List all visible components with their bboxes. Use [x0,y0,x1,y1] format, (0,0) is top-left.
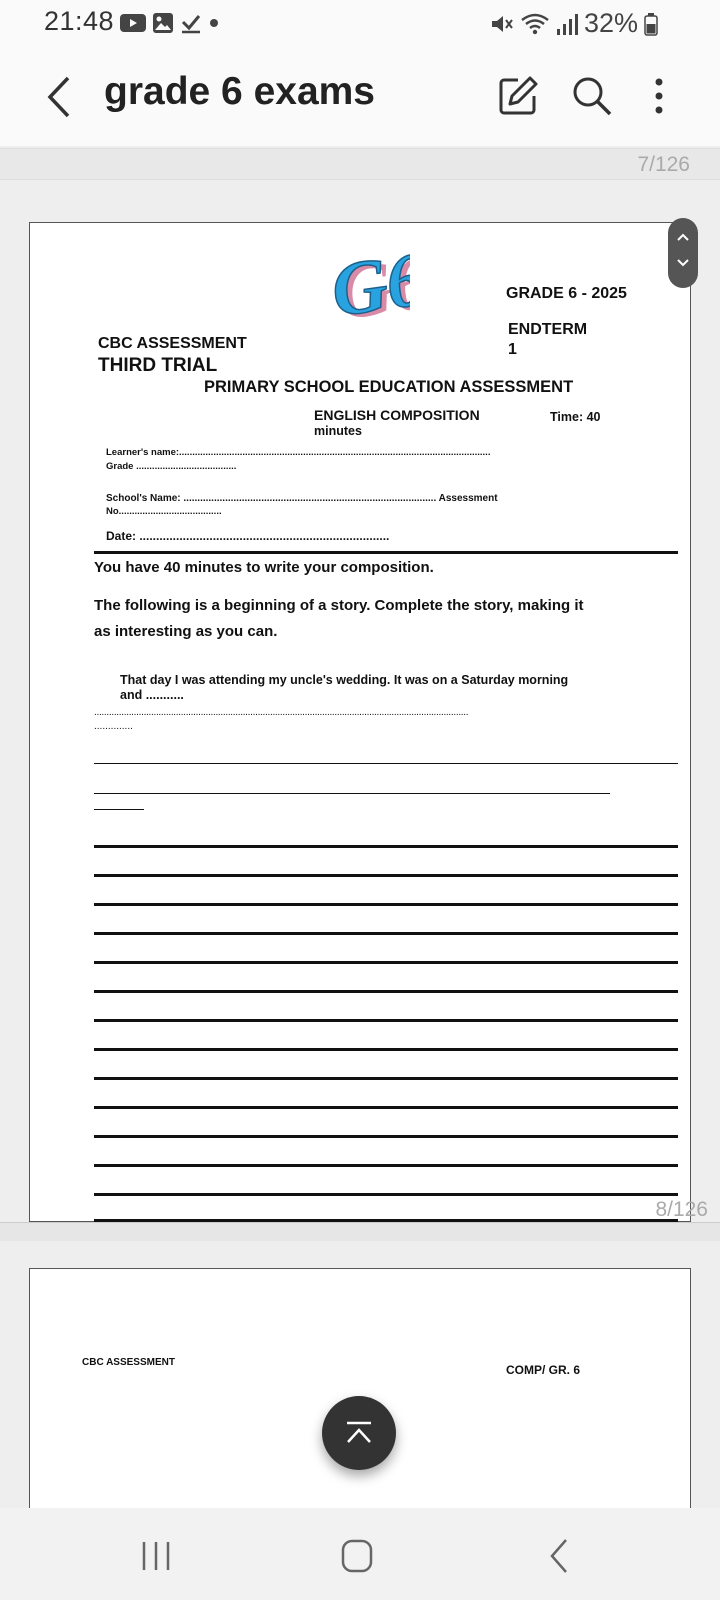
header-divider [94,551,678,554]
instruction-story-1: The following is a beginning of a story. Complete the story, making it [94,597,584,614]
school-name-field: School's Name: ........................................................................................... Assessment [106,493,498,504]
third-trial: THIRD TRIAL [98,355,218,376]
dot-icon [208,17,220,29]
back-icon [40,72,80,122]
youtube-icon [120,13,146,33]
edit-icon [496,74,540,118]
recent-apps-icon [126,1534,186,1578]
subject-cont: minutes [314,424,362,438]
cbc-assessment-p2: CBC ASSESSMENT [82,1357,175,1368]
school-assessment-title: PRIMARY SCHOOL EDUCATION ASSESSMENT [204,378,574,396]
answer-line [94,1019,678,1022]
gallery-icon [152,12,174,34]
back-nav-icon [530,1534,590,1578]
answer-line [94,1135,678,1138]
answer-line [94,1106,678,1109]
navigation-bar [0,1508,720,1600]
comp-grade: COMP/ GR. 6 [506,1363,581,1377]
date-field: Date: ........................................................................... [106,529,390,543]
system-icons [490,8,658,39]
mute-icon [490,12,514,36]
answer-line [94,763,678,764]
dots-line-1: ....................................................................................................................................................... [94,707,469,718]
notification-icons [120,12,220,34]
app-title: grade 6 exams [104,70,376,113]
answer-line [94,845,678,848]
answer-line [94,1048,678,1051]
back-nav-button[interactable] [530,1534,590,1578]
assessment-no-field: No....................................... [106,506,222,517]
document-page[interactable] [29,222,691,1222]
document-page-next[interactable] [29,1268,691,1508]
page-indicator: 7/126 [637,153,690,176]
answer-line [94,809,144,810]
search-button[interactable] [570,74,614,118]
answer-line [94,1077,678,1080]
answer-line [94,903,678,906]
chevron-down-icon [676,258,690,268]
check-icon [180,12,202,34]
subject-title: ENGLISH COMPOSITION [314,407,480,423]
story-start-1: That day I was attending my uncle's wedding. It was on a Saturday morning [120,673,569,687]
learner-name-field: Learner's name:...................................................................................................................... [106,447,491,458]
recent-apps-button[interactable] [126,1534,186,1578]
wifi-icon [520,12,550,36]
battery-icon [644,12,658,36]
dots-line-2: .............. [94,721,133,732]
time-allowed: Time: 40 [550,410,601,424]
page-gap [0,1222,720,1241]
scroll-to-top-button[interactable] [322,1396,396,1470]
more-icon [644,74,674,118]
endterm: ENDTERM [508,321,588,338]
answer-line [94,961,678,964]
instruction-story-2: as interesting as you can. [94,623,278,640]
current-page-indicator: 8/126 [655,1198,708,1221]
endterm-number: 1 [508,341,517,358]
grade-year: GRADE 6 - 2025 [506,285,627,302]
answer-line [94,1164,678,1167]
scroll-top-icon [344,1418,374,1448]
status-time: 21:48 [44,6,115,36]
svg-text:G6: G6 [332,240,410,327]
edit-button[interactable] [496,74,540,118]
answer-line [94,990,678,993]
status-bar [0,0,720,48]
grade-field: Grade ...................................... [106,461,237,472]
back-button[interactable] [40,72,80,122]
signal-icon [556,12,578,36]
g6-logo [330,229,410,332]
previous-page-edge [0,148,720,180]
cbc-assessment: CBC ASSESSMENT [98,335,247,352]
battery-percent: 32% [583,8,638,38]
home-button[interactable] [327,1534,387,1578]
story-start-2: and ........... [120,688,184,702]
more-options-button[interactable] [644,74,674,118]
app-bar [0,48,720,146]
svg-text:G6: G6 [330,236,410,327]
chevron-up-icon [676,232,690,242]
answer-line [94,874,678,877]
answer-line [94,1193,678,1196]
home-icon [327,1534,387,1578]
answer-line [94,793,610,794]
answer-line [94,932,678,935]
instruction-time: You have 40 minutes to write your composition. [94,559,434,576]
page-scroll-handle[interactable] [668,218,698,288]
search-icon [570,74,614,118]
